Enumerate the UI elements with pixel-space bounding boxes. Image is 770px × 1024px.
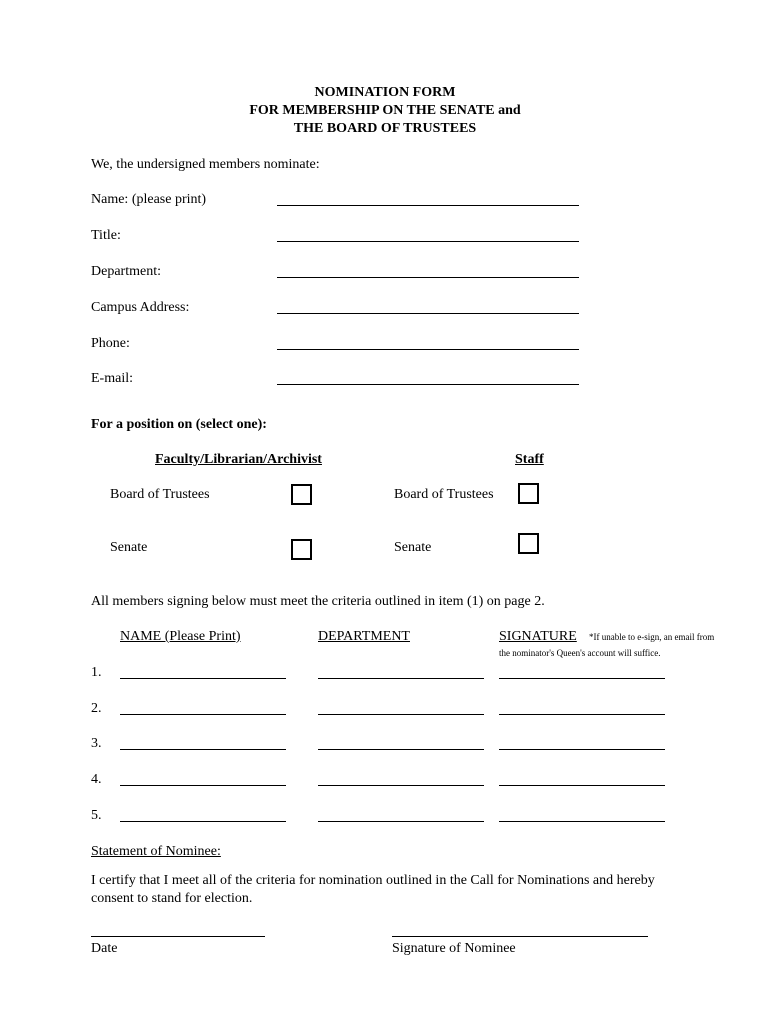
field-line-campus-address[interactable] bbox=[277, 313, 579, 314]
field-label-title: Title: bbox=[91, 228, 121, 243]
staff-senate-checkbox[interactable] bbox=[518, 533, 539, 554]
signer-name-line[interactable] bbox=[120, 749, 286, 750]
col-header-department: DEPARTMENT bbox=[318, 629, 410, 644]
signer-row-number: 3. bbox=[91, 736, 102, 751]
signer-department-line[interactable] bbox=[318, 821, 484, 822]
signer-row-number: 1. bbox=[91, 665, 102, 680]
signer-department-line[interactable] bbox=[318, 785, 484, 786]
faculty-heading: Faculty/Librarian/Archivist bbox=[155, 452, 322, 467]
staff-bot-checkbox[interactable] bbox=[518, 483, 539, 504]
statement-heading: Statement of Nominee: bbox=[91, 844, 221, 859]
signer-department-line[interactable] bbox=[318, 678, 484, 679]
signer-signature-line[interactable] bbox=[499, 821, 665, 822]
col-header-signature: SIGNATURE bbox=[499, 629, 577, 644]
signer-department-line[interactable] bbox=[318, 714, 484, 715]
position-heading: For a position on (select one): bbox=[91, 417, 267, 432]
nominee-signature-line[interactable] bbox=[392, 936, 648, 937]
date-label: Date bbox=[91, 941, 118, 956]
criteria-note: All members signing below must meet the criteria outlined in item (1) on page 2. bbox=[91, 594, 545, 609]
form-title-line-2: FOR MEMBERSHIP ON THE SENATE and bbox=[249, 103, 521, 118]
signer-signature-line[interactable] bbox=[499, 749, 665, 750]
intro-text: We, the undersigned members nominate: bbox=[91, 157, 320, 172]
field-label-email: E-mail: bbox=[91, 371, 133, 386]
signer-row-number: 2. bbox=[91, 701, 102, 716]
field-label-department: Department: bbox=[91, 264, 161, 279]
staff-senate-label: Senate bbox=[394, 540, 432, 555]
signer-department-line[interactable] bbox=[318, 749, 484, 750]
signer-signature-line[interactable] bbox=[499, 678, 665, 679]
signature-note-1: *If unable to e-sign, an email from bbox=[589, 632, 715, 642]
field-line-title[interactable] bbox=[277, 241, 579, 242]
signer-row-number: 4. bbox=[91, 772, 102, 787]
field-label-name: Name: (please print) bbox=[91, 192, 207, 207]
field-line-email[interactable] bbox=[277, 384, 579, 385]
faculty-bot-checkbox[interactable] bbox=[291, 484, 312, 505]
field-line-department[interactable] bbox=[277, 277, 579, 278]
nominee-signature-label: Signature of Nominee bbox=[392, 941, 516, 956]
field-line-phone[interactable] bbox=[277, 349, 579, 350]
staff-bot-label: Board of Trustees bbox=[394, 487, 494, 502]
faculty-senate-checkbox[interactable] bbox=[291, 539, 312, 560]
signer-name-line[interactable] bbox=[120, 785, 286, 786]
staff-heading: Staff bbox=[515, 452, 544, 467]
signer-name-line[interactable] bbox=[120, 678, 286, 679]
signer-row-number: 5. bbox=[91, 808, 102, 823]
faculty-senate-label: Senate bbox=[110, 540, 148, 555]
signer-name-line[interactable] bbox=[120, 821, 286, 822]
field-label-campus-address: Campus Address: bbox=[91, 300, 190, 315]
signature-note-2: the nominator's Queen's account will suffice. bbox=[499, 648, 661, 658]
signer-signature-line[interactable] bbox=[499, 714, 665, 715]
date-line[interactable] bbox=[91, 936, 265, 937]
field-line-name[interactable] bbox=[277, 205, 579, 206]
statement-text: I certify that I meet all of the criteria for nomination outlined in the Call for Nominations and hereby consent to stand for election. bbox=[91, 873, 655, 906]
signer-signature-line[interactable] bbox=[499, 785, 665, 786]
faculty-bot-label: Board of Trustees bbox=[110, 487, 210, 502]
form-title-line-1: NOMINATION FORM bbox=[314, 85, 456, 100]
form-title-line-3: THE BOARD OF TRUSTEES bbox=[293, 121, 477, 136]
signer-name-line[interactable] bbox=[120, 714, 286, 715]
col-header-name: NAME (Please Print) bbox=[120, 629, 241, 644]
field-label-phone: Phone: bbox=[91, 336, 130, 351]
